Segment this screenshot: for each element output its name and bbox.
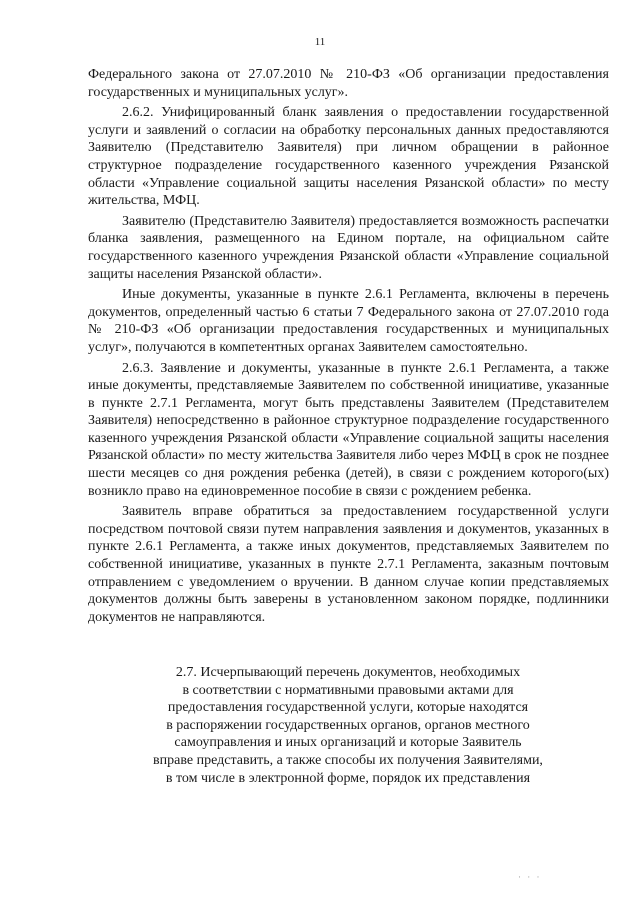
paragraph-print-form: Заявителю (Представителю Заявителя) предоставляется возможность распечатки бланка заявления, размещенного на Едином портале, на официальном сайте государственного казенного учреждения Рязанской области «Управление социальной защиты населения Рязанской области». (88, 213, 609, 282)
heading-line: предоставления государственной услуги, которые находятся (167, 700, 529, 716)
paragraph-continuation: Федерального закона от 27.07.2010 № 210-ФЗ «Об организации предоставления государственных и муниципальных услуг». (88, 67, 609, 100)
heading-line: в соответствии с нормативными правовыми актами для (182, 682, 514, 698)
heading-line: самоуправления и иных организаций и которые Заявитель (174, 735, 522, 751)
heading-line: в том числе в электронной форме, порядок их представления (165, 770, 531, 786)
section-heading-2-7 (98, 664, 598, 787)
paragraph-2-6-2: 2.6.2. Унифицированный бланк заявления о предоставлении государственной услуги и заявлений о согласии на обработку персональных данных предоставляются Заявителю (Представителю Заявителя) при личном обращении в районное структурное подразделение государственного казенного учреждения Рязанской области «Управление социальной защиты населения Рязанской области» по месту жительства, МФЦ. (88, 105, 609, 209)
paragraph-postal-submission: Заявитель вправе обратиться за предоставлением государственной услуги посредством почтовой связи путем направления заявления и документов, указанных в пункте 2.6.1 Регламента, а также иных документов, представляемых Заявителем по собственной инициативе, указанных в пункте 2.7.1 Регламента, заказным почтовым отправлением с уведомлением о вручении. В данном случае копии представляемых документов должны быть заверены в установленном законом порядке, подлинники документов не направляются. (88, 504, 609, 625)
heading-line: вправе представить, а также способы их получения Заявителями, (153, 752, 543, 768)
heading-line: 2.7. Исчерпывающий перечень документов, необходимых (175, 665, 521, 680)
paragraph-other-documents: Иные документы, указанные в пункте 2.6.1 Регламента, включены в перечень документов, определенный частью 6 статьи 7 Федерального закона от 27.07.2010 года № 210-ФЗ «Об организации предоставления государственных и муниципальных услуг», получаются в компетентных органах Заявителем самостоятельно. (88, 287, 609, 355)
page-number: 11 (314, 36, 326, 48)
heading-line: в распоряжении государственных органов, органов местного (166, 717, 530, 733)
document-body (88, 66, 609, 629)
paragraph-2-6-3: 2.6.3. Заявление и документы, указанные в пункте 2.6.1 Регламента, а также иные документы, представляемые Заявителем по собственной инициативе, указанные в пункте 2.7.1 Регламента, могут быть представлены Заявителем (Представителем Заявителя) непосредственно в районное структурное подразделение государственного казенного учреждения Рязанской области «Управление социальной защиты населения Рязанской области» по месту жительства Заявителя либо через МФЦ в срок не позднее шести месяцев со дня рождения ребенка (детей), в связи с рождением которого(ых) возникло право на единовременное пособие в связи с рождением ребенка. (88, 360, 609, 499)
scan-artifact: · · · (518, 872, 542, 882)
